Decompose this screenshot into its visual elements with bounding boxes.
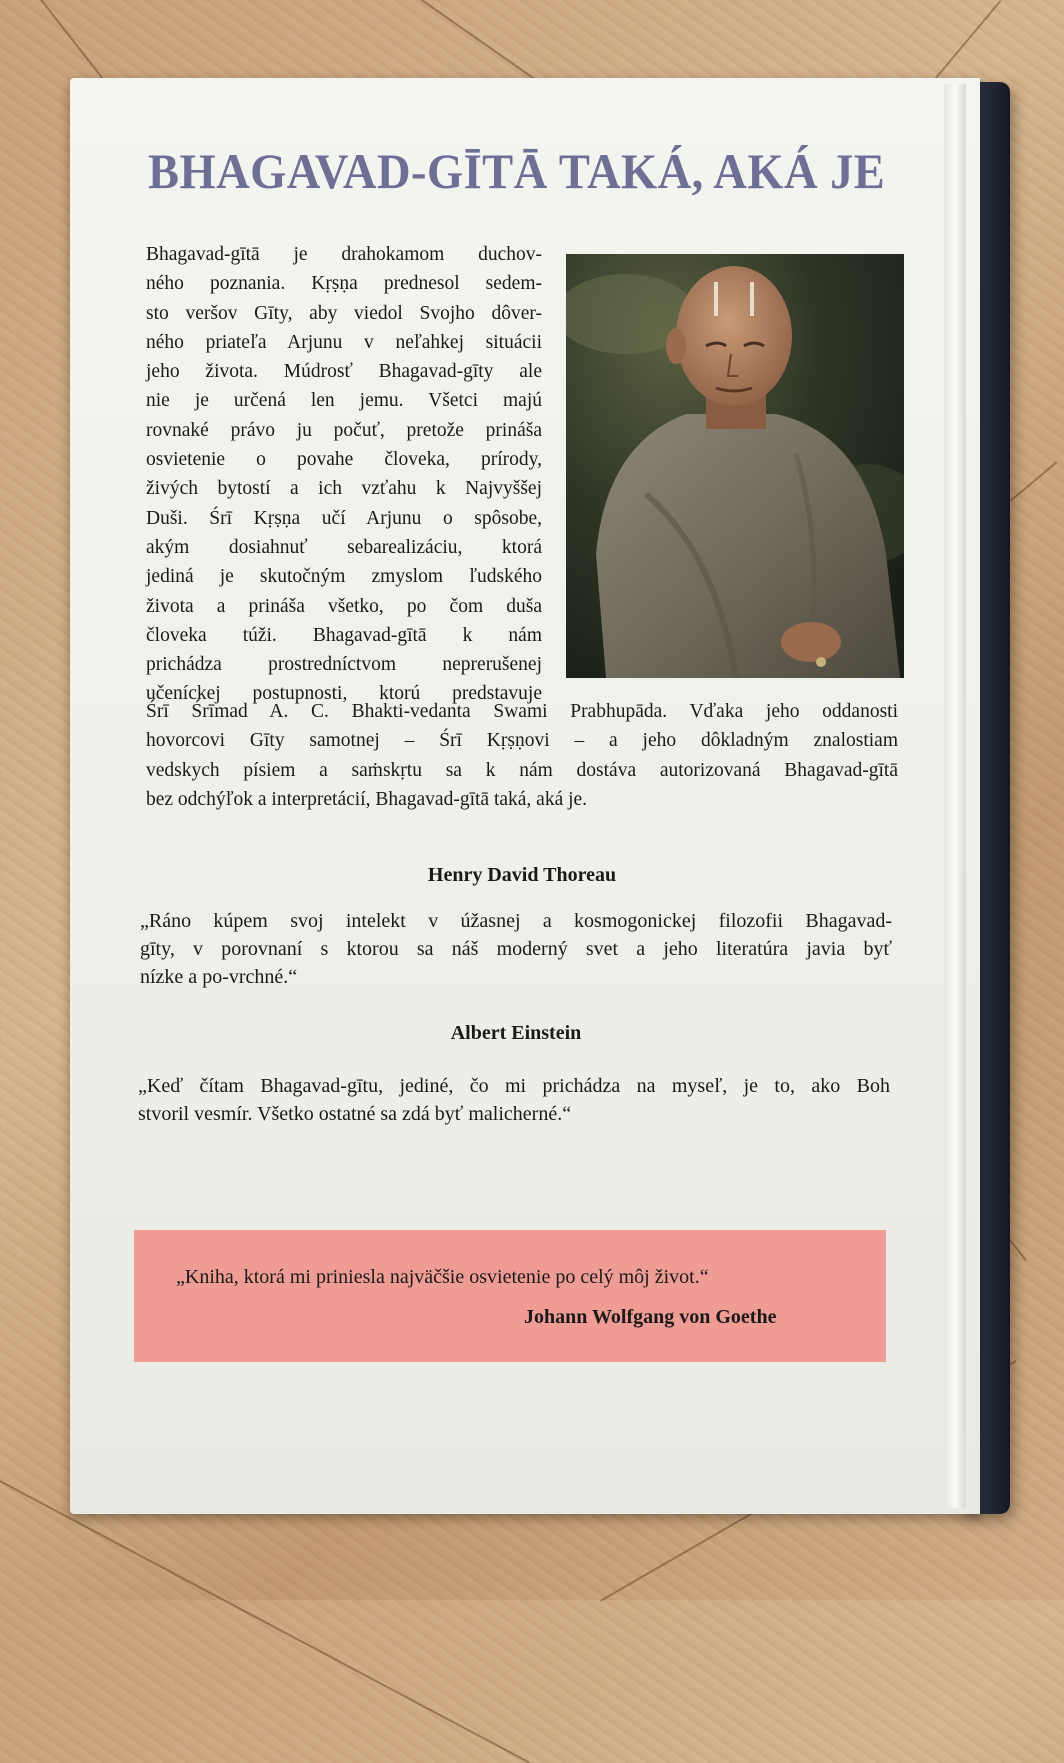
description-line: bez odchýľok a interpretácií, Bhagavad-gītā taká, aká je. xyxy=(146,788,588,810)
quote-einstein xyxy=(138,1072,890,1128)
description-line: ného priateľa Arjunu v neľahkej situácii xyxy=(146,331,542,353)
description-line: rovnaké právo ju počuť, pretože prináša xyxy=(146,419,542,441)
description-line: Śrī Śrīmad A. C. Bhakti-vedanta Swami Prabhupāda. Vďaka jeho oddanosti xyxy=(146,701,898,722)
description-line: človeka túži. Bhagavad-gītā k nám xyxy=(146,624,542,646)
book-cover-edge xyxy=(944,84,966,1508)
description-column xyxy=(146,240,542,709)
floor-seam xyxy=(420,0,536,80)
description-line: Duši. Śrī Kṛṣṇa učí Arjunu o spôsobe, xyxy=(146,507,542,529)
description-line: života a prináša všetko, po čom duša xyxy=(146,595,542,617)
description-line: hovorcovi Gīty samotnej – Śrī Kṛṣṇovi – a jeho dôkladným znalostiam xyxy=(146,730,898,752)
quote-line: nízke a po-vrchné.“ xyxy=(140,966,298,988)
quote-author-einstein: Albert Einstein xyxy=(450,1022,582,1044)
description-line: osvietenie o povahe človeka, prírody, xyxy=(146,449,542,471)
quote-author-thoreau: Henry David Thoreau xyxy=(427,864,617,886)
author-portrait xyxy=(566,254,904,678)
book-title: BHAGAVAD-GĪTĀ TAKÁ, AKÁ JE xyxy=(148,143,886,199)
description-line: Bhagavad-gītā je drahokamom duchov- xyxy=(146,244,542,265)
description-full-width xyxy=(146,697,898,814)
description-line: jeho života. Múdrosť Bhagavad-gīty ale xyxy=(146,361,542,383)
description-line: nie je určená len jemu. Všetci majú xyxy=(146,390,542,412)
highlight-box xyxy=(134,1230,886,1362)
description-line: prichádza prostredníctvom neprerušenej xyxy=(146,654,542,676)
description-line: učeníckej postupnosti, ktorú predstavuje xyxy=(146,683,542,705)
quote-line: gīty, v porovnaní s ktorou sa náš moderný svet a jeho literatúra javia byť xyxy=(140,938,892,960)
quote-line: stvoril vesmír. Všetko ostatné sa zdá byť malicherné.“ xyxy=(138,1103,572,1125)
quote-line: „Ráno kúpem svoj intelekt v úžasnej a kosmogonickej filozofii Bhagavad- xyxy=(140,910,892,932)
floor-seam xyxy=(1010,461,1057,501)
description-line: vedskych písiem a saṁskṛtu sa k nám dostáva autorizovaná Bhagavad-gītā xyxy=(146,759,898,781)
description-line: akým dosiahnuť sebarealizáciu, ktorá xyxy=(146,536,542,558)
quote-thoreau xyxy=(140,907,892,991)
floor-seam xyxy=(0,1480,530,1763)
quote-line: „Keď čítam Bhagavad-gītu, jediné, čo mi prichádza na myseľ, je to, ako Boh xyxy=(138,1075,890,1097)
description-line: sto veršov Gīty, aby viedol Svojho dôver- xyxy=(146,302,542,324)
description-line: ného poznania. Kṛṣṇa prednesol sedem- xyxy=(146,273,542,295)
portrait-illustration xyxy=(566,254,904,678)
description-line: jediná je skutočným zmyslom ľudského xyxy=(146,566,542,588)
highlight-author: Johann Wolfgang von Goethe xyxy=(524,1306,777,1328)
description-line: živých bytostí a ich vzťahu k Najvyššej xyxy=(146,478,542,500)
highlight-quote: „Kniha, ktorá mi priniesla najväčšie osvietenie po celý môj život.“ xyxy=(176,1266,709,1288)
